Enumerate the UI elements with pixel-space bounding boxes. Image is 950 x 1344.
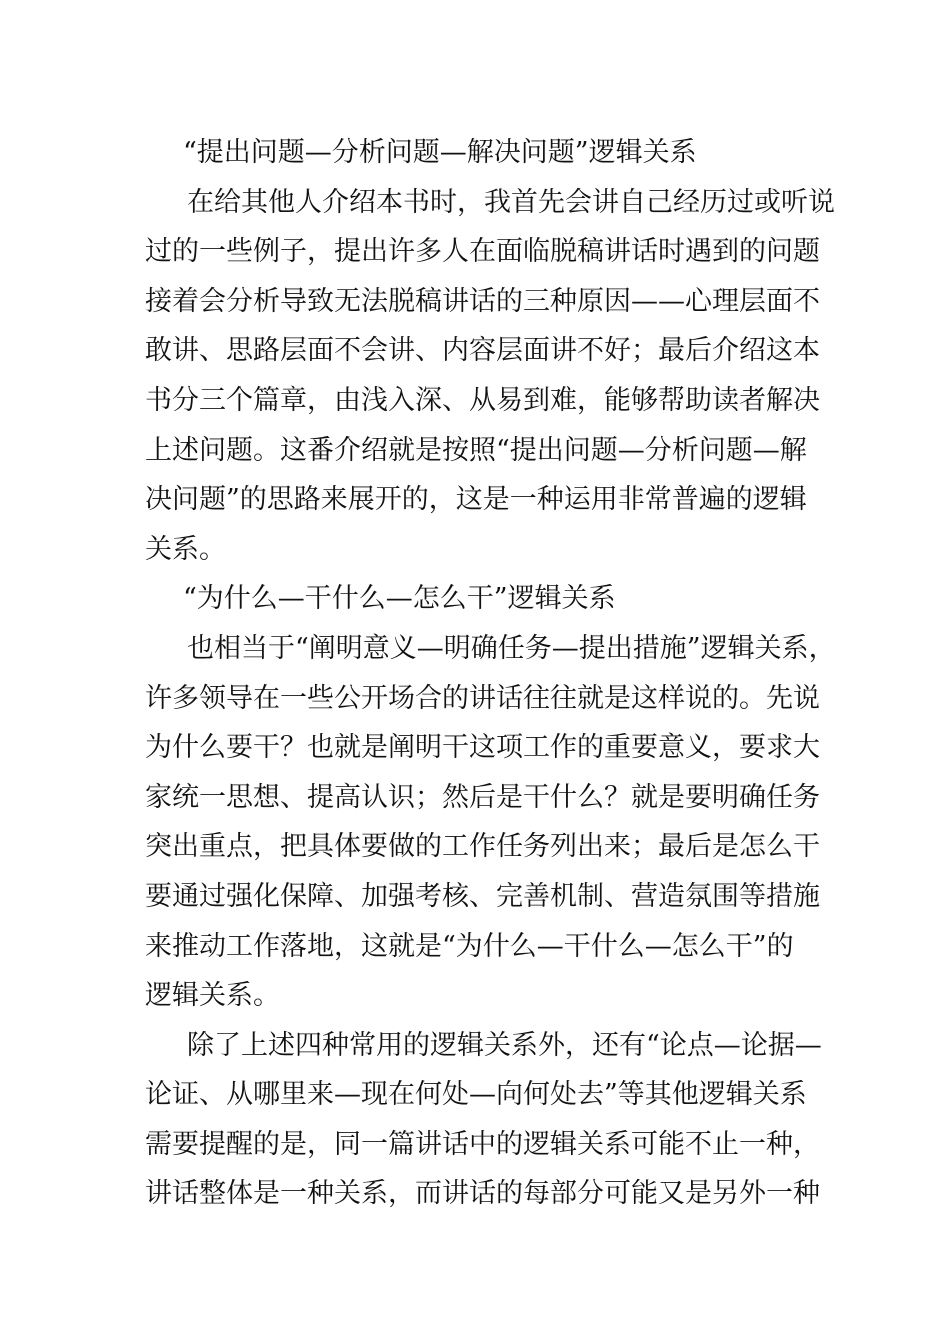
paragraph-3-line-3: 需要提醒的是，同一篇讲话中的逻辑关系可能不止一种，: [145, 1128, 820, 1160]
paragraph-3-line-2: 论证、从哪里来—现在何处—向何处去”等其他逻辑关系: [145, 1079, 807, 1111]
paragraph-1-line-4: 敢讲、思路层面不会讲、内容层面讲不好；最后介绍这本: [145, 335, 820, 367]
paragraph-2-line-6: 要通过强化保障、加强考核、完善机制、营造氛围等措施: [145, 880, 820, 912]
section-heading-1: “提出问题—分析问题—解决问题”逻辑关系: [183, 137, 697, 168]
paragraph-2-line-3: 为什么要干？也就是阐明干这项工作的重要意义，要求大: [145, 732, 820, 764]
paragraph-2-line-8: 逻辑关系。: [145, 980, 280, 1012]
paragraph-2-line-1: 也相当于“阐明意义—明确任务—提出措施”逻辑关系，: [187, 632, 836, 664]
paragraph-1-line-8: 关系。: [145, 533, 226, 565]
paragraph-1-line-3: 接着会分析导致无法脱稿讲话的三种原因——心理层面不: [145, 285, 820, 317]
paragraph-1-line-2: 过的一些例子，提出许多人在面临脱稿讲话时遇到的问题: [145, 236, 820, 268]
paragraph-3-line-4: 讲话整体是一种关系，而讲话的每部分可能又是另外一种: [145, 1178, 820, 1210]
paragraph-3-line-1: 除了上述四种常用的逻辑关系外，还有“论点—论据—: [187, 1029, 822, 1061]
paragraph-1-line-1: 在给其他人介绍本书时，我首先会讲自己经历过或听说: [187, 186, 835, 218]
paragraph-1-line-7: 决问题”的思路来展开的，这是一种运用非常普遍的逻辑: [145, 484, 807, 516]
paragraph-2-line-5: 突出重点，把具体要做的工作任务列出来；最后是怎么干: [145, 831, 820, 863]
paragraph-1-line-5: 书分三个篇章，由浅入深、从易到难，能够帮助读者解决: [145, 384, 820, 416]
paragraph-2-line-2: 许多领导在一些公开场合的讲话往往就是这样说的。先说: [145, 682, 820, 714]
section-heading-2: “为什么—干什么—怎么干”逻辑关系: [183, 583, 616, 615]
document-body: [145, 128, 836, 1219]
paragraph-2-line-4: 家统一思想、提高认识；然后是干什么？就是要明确任务: [145, 781, 820, 813]
paragraph-1-line-6: 上述问题。这番介绍就是按照“提出问题—分析问题—解: [145, 434, 807, 466]
paragraph-2-line-7: 来推动工作落地，这就是“为什么—干什么—怎么干”的: [145, 930, 794, 962]
